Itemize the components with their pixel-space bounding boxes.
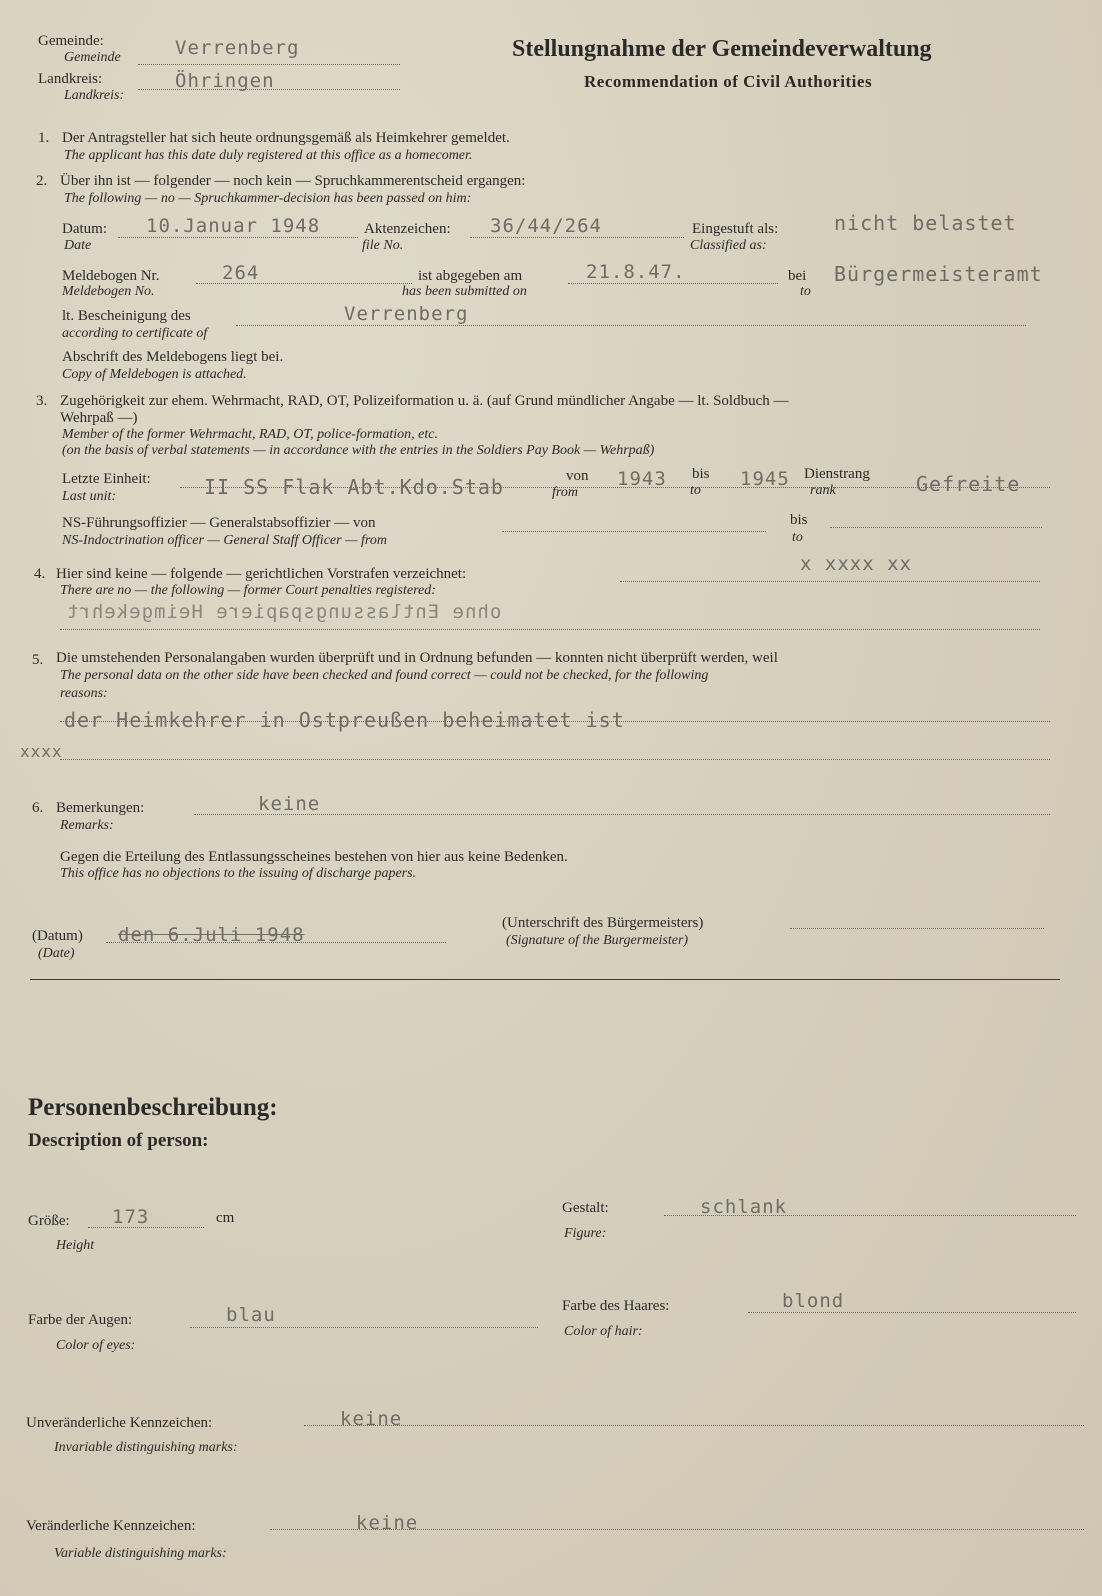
ver-value: keine — [356, 1512, 419, 1534]
sig-unterschrift-label: (Unterschrift des Bürgermeisters) — [502, 915, 704, 931]
dienstrang-value: Gefreite — [916, 472, 1021, 496]
item3-num: 3. — [36, 393, 48, 409]
bei-label: bei — [788, 268, 807, 284]
gestalt-label: Gestalt: — [562, 1200, 609, 1216]
meldebogen-label: Meldebogen Nr. — [62, 268, 160, 284]
groesse-value: 173 — [112, 1206, 150, 1228]
item6-en: Remarks: — [60, 818, 114, 833]
item5-value2: xxxx — [20, 742, 63, 761]
item4-strike-value: x xxxx xx — [800, 553, 912, 575]
abschrift-de: Abschrift des Meldebogens liegt bei. — [62, 349, 284, 365]
item1-en: The applicant has this date duly registered at this office as a homecomer. — [64, 148, 473, 163]
gegen-de: Gegen die Erteilung des Entlassungsscheines bestehen von hier aus keine Bedenken. — [60, 849, 568, 865]
item2-en: The following — no — Spruchkammer-decision has been passed on him: — [64, 191, 472, 206]
sig-datum-value: den 6.Juli 1948 — [118, 924, 305, 946]
item4-line — [620, 580, 1040, 582]
ns-bis-line — [830, 526, 1042, 528]
ns-bis-label-en: to — [792, 530, 803, 545]
unver-value: keine — [340, 1408, 403, 1430]
ns-von-line — [502, 530, 766, 532]
augen-label: Farbe der Augen: — [28, 1312, 133, 1328]
dienstrang-label: Dienstrang — [804, 466, 870, 482]
augen-value: blau — [226, 1304, 276, 1326]
item4-de: Hier sind keine — folgende — gerichtlichen Vorstrafen verzeichnet: — [56, 566, 467, 582]
landkreis-value: Öhringen — [175, 70, 275, 92]
groesse-label-en: Height — [56, 1238, 95, 1253]
person-title-en: Description of person: — [28, 1130, 209, 1151]
item3-en1: Member of the former Wehrmacht, RAD, OT, police-formation, etc. — [62, 427, 438, 442]
eingestuft-label: Eingestuft als: — [692, 221, 779, 237]
datum-label-en: Date — [64, 238, 92, 253]
haare-label-en: Color of hair: — [564, 1324, 643, 1339]
item6-de: Bemerkungen: — [56, 800, 145, 816]
eingestuft-label-en: Classified as: — [690, 238, 767, 253]
unver-label: Unveränderliche Kennzeichen: — [26, 1415, 213, 1431]
ver-label-en: Variable distinguishing marks: — [54, 1546, 227, 1561]
landkreis-label: Landkreis: — [38, 71, 103, 87]
bescheinigung-label-en: according to certificate of — [62, 326, 208, 341]
item5-line — [60, 720, 1050, 722]
haare-label: Farbe des Haares: — [562, 1298, 670, 1314]
title-de: Stellungnahme der Gemeindeverwaltung — [512, 36, 932, 62]
aktenzeichen-value: 36/44/264 — [490, 215, 602, 237]
item5-num: 5. — [32, 652, 44, 668]
ns-label: NS-Führungsoffizier — Generalstabsoffizier — von — [62, 515, 376, 531]
gemeinde-label: Gemeinde: — [38, 33, 104, 49]
von-label-en: from — [552, 485, 578, 500]
ver-label: Veränderliche Kennzeichen: — [26, 1518, 196, 1534]
item5-en2: reasons: — [60, 686, 108, 701]
bei-value: Bürgermeisteramt — [834, 262, 1043, 286]
gegen-en: This office has no objections to the issuing of discharge papers. — [60, 866, 417, 881]
title-en: Recommendation of Civil Authorities — [584, 72, 873, 91]
item2-de: Über ihn ist — folgender — noch kein — Spruchkammerentscheid ergangen: — [60, 173, 526, 189]
von-value: 1943 — [617, 468, 667, 490]
gemeinde-value: Verrenberg — [175, 37, 300, 59]
person-title: Personenbeschreibung: — [28, 1094, 278, 1121]
bei-label-en: to — [800, 284, 811, 299]
gemeinde-line — [138, 63, 400, 65]
sig-datum-label: (Datum) — [32, 928, 83, 944]
item2-num: 2. — [36, 173, 48, 189]
bis-label-en: to — [690, 483, 701, 498]
ns-label-en: NS-Indoctrination officer — General Staff Officer — from — [62, 533, 387, 548]
sig-line — [790, 927, 1044, 929]
meldebogen-label-en: Meldebogen No. — [62, 284, 155, 299]
augen-line — [190, 1326, 538, 1328]
item4-en: There are no — the following — former Court penalties registered: — [60, 583, 436, 598]
abgegeben-value: 21.8.47. — [586, 261, 686, 283]
item6-line — [194, 813, 1050, 815]
einheit-value: II SS Flak Abt.Kdo.Stab — [204, 475, 504, 499]
item5-en1: The personal data on the other side have been checked and found correct — could not be checked, for the following — [60, 668, 709, 683]
item5-de: Die umstehenden Personalangaben wurden überprüft und in Ordnung befunden — konnten nicht überprüft werden, weil — [56, 650, 778, 666]
item6-num: 6. — [32, 800, 44, 816]
item3-en2: (on the basis of verbal statements — in accordance with the entries in the Soldiers Pay Book — Wehrpaß) — [62, 443, 655, 458]
bis-label: bis — [692, 466, 710, 482]
item4-line2 — [60, 628, 1040, 630]
abgegeben-label-en: has been submitted on — [402, 284, 527, 299]
item3-de2: Wehrpaß —) — [60, 410, 138, 426]
unver-label-en: Invariable distinguishing marks: — [54, 1440, 238, 1455]
ns-bis-label: bis — [790, 512, 808, 528]
gestalt-label-en: Figure: — [564, 1226, 607, 1241]
item6-value: keine — [258, 793, 321, 815]
datum-label: Datum: — [62, 221, 107, 237]
meldebogen-value: 264 — [222, 262, 260, 284]
gestalt-value: schlank — [700, 1196, 788, 1218]
sig-datum-label-en: (Date) — [38, 946, 75, 961]
eingestuft-value: nicht belastet — [834, 211, 1017, 235]
augen-label-en: Color of eyes: — [56, 1338, 136, 1353]
item4-num: 4. — [34, 566, 46, 582]
aktenzeichen-label: Aktenzeichen: — [364, 221, 451, 237]
von-label: von — [566, 468, 589, 484]
sig-unterschrift-label-en: (Signature of the Burgermeister) — [506, 933, 689, 948]
item1-num: 1. — [38, 130, 50, 146]
aktenzeichen-label-en: file No. — [362, 238, 404, 253]
item5-value: der Heimkehrer in Ostpreußen beheimatet ist — [64, 708, 625, 732]
item5-line2 — [60, 758, 1050, 760]
einheit-label-en: Last unit: — [62, 489, 117, 504]
bescheinigung-label: lt. Bescheinigung des — [62, 308, 191, 324]
item3-de1: Zugehörigkeit zur ehem. Wehrmacht, RAD, OT, Polizeiformation u. ä. (auf Grund mündlicher Angabe — lt. Soldbuch — — [60, 393, 789, 409]
groesse-unit: cm — [216, 1210, 235, 1226]
dienstrang-label-en: rank — [810, 483, 836, 498]
item1-de: Der Antragsteller hat sich heute ordnungsgemäß als Heimkehrer gemeldet. — [62, 130, 510, 146]
groesse-label: Größe: — [28, 1213, 70, 1229]
datum-value: 10.Januar 1948 — [146, 215, 321, 237]
abgegeben-label: ist abgegeben am — [418, 268, 523, 284]
divider — [30, 978, 1060, 980]
unver-line — [304, 1424, 1084, 1426]
einheit-label: Letzte Einheit: — [62, 471, 151, 487]
bescheinigung-value: Verrenberg — [344, 303, 469, 325]
bis-value: 1945 — [740, 468, 790, 490]
item4-value: ohne Entlassungspapiere Heimgekehrt — [66, 601, 502, 623]
abschrift-en: Copy of Meldebogen is attached. — [62, 367, 247, 382]
gemeinde-label-en: Gemeinde — [64, 50, 121, 65]
haare-value: blond — [782, 1290, 845, 1312]
landkreis-label-en: Landkreis: — [64, 88, 125, 103]
